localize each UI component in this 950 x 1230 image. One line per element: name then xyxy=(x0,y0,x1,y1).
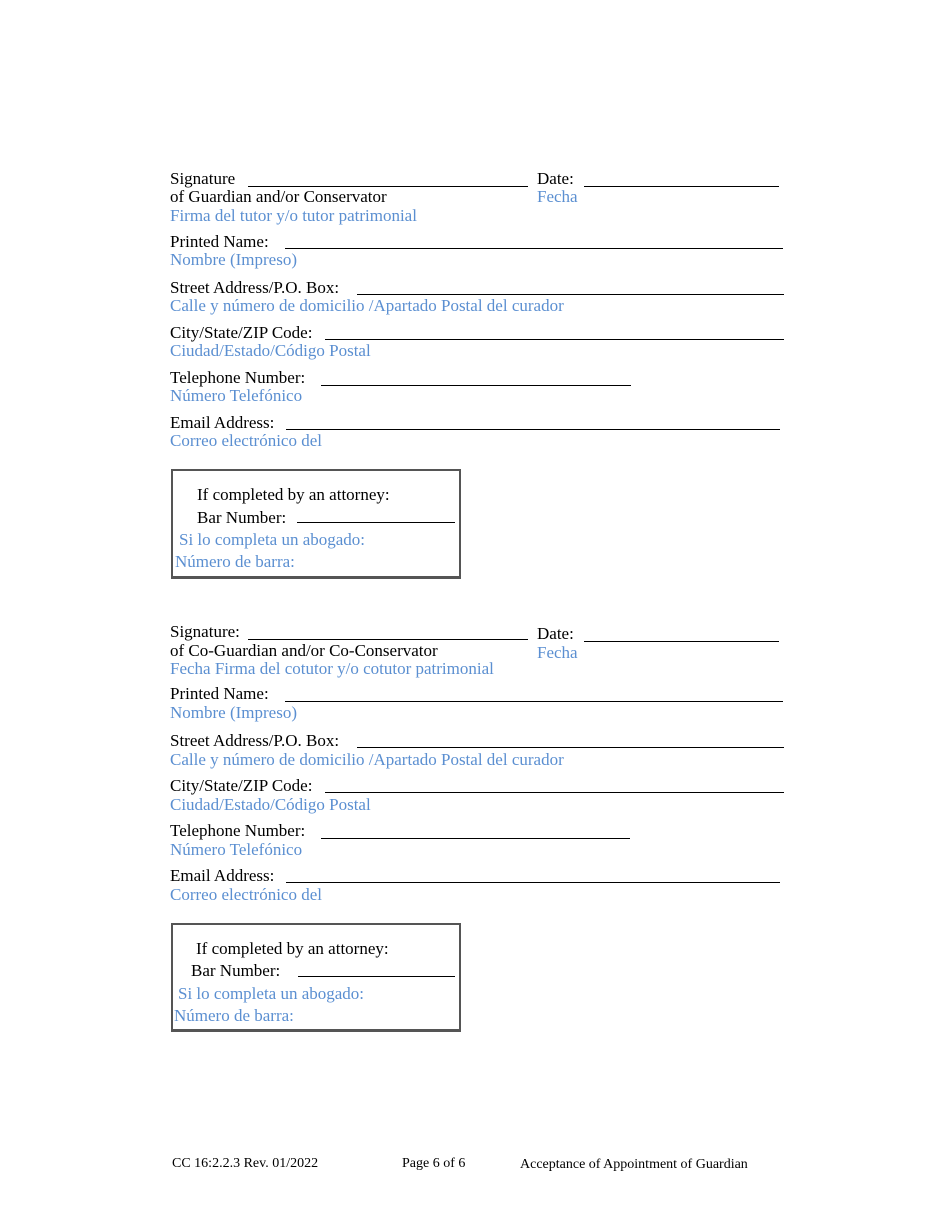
email-field[interactable] xyxy=(286,429,780,430)
bar-number-label-es: Número de barra: xyxy=(175,552,295,571)
co-signature-sub-label: of Co-Guardian and/or Co-Conservator xyxy=(170,641,438,660)
attorney-label-es: Si lo completa un abogado: xyxy=(179,530,366,549)
co-city-state-zip-label: City/State/ZIP Code: xyxy=(170,776,313,795)
telephone-label: Telephone Number: xyxy=(170,368,306,387)
date-label: Date: xyxy=(537,169,574,188)
co-attorney-box xyxy=(171,923,461,1032)
signature-label-es: Firma del tutor y/o tutor patrimonial xyxy=(170,206,417,225)
co-bar-number-field[interactable] xyxy=(298,976,455,977)
city-state-zip-field[interactable] xyxy=(325,339,784,340)
co-attorney-label: If completed by an attorney: xyxy=(196,939,389,958)
page-number: Page 6 of 6 xyxy=(402,1156,466,1171)
co-signature-field[interactable] xyxy=(248,639,528,640)
printed-name-label-es: Nombre (Impreso) xyxy=(170,250,297,269)
co-city-state-zip-field[interactable] xyxy=(325,792,784,793)
co-date-label: Date: xyxy=(537,624,574,643)
attorney-box xyxy=(171,469,461,579)
street-address-field[interactable] xyxy=(357,294,784,295)
bar-number-field[interactable] xyxy=(297,522,455,523)
co-printed-name-label: Printed Name: xyxy=(170,684,269,703)
city-state-zip-label: City/State/ZIP Code: xyxy=(170,323,313,342)
co-printed-name-field[interactable] xyxy=(285,701,783,702)
street-address-label: Street Address/P.O. Box: xyxy=(170,278,340,297)
co-telephone-label-es: Número Telefónico xyxy=(170,840,303,859)
co-bar-number-label-es: Número de barra: xyxy=(174,1006,294,1025)
co-signature-label-es: Fecha Firma del cotutor y/o cotutor patrimonial xyxy=(170,659,494,678)
co-street-address-label: Street Address/P.O. Box: xyxy=(170,731,340,750)
co-telephone-label: Telephone Number: xyxy=(170,821,306,840)
co-date-field[interactable] xyxy=(584,641,779,642)
co-printed-name-label-es: Nombre (Impreso) xyxy=(170,703,297,722)
co-attorney-label-es: Si lo completa un abogado: xyxy=(178,984,365,1003)
co-telephone-field[interactable] xyxy=(321,838,630,839)
form-id: CC 16:2.2.3 Rev. 01/2022 xyxy=(172,1156,319,1171)
email-label-es: Correo electrónico del xyxy=(170,431,322,450)
signature-label: Signature xyxy=(170,169,236,188)
printed-name-field[interactable] xyxy=(285,248,783,249)
date-label-es: Fecha xyxy=(537,187,578,206)
attorney-label: If completed by an attorney: xyxy=(197,485,390,504)
co-email-field[interactable] xyxy=(286,882,780,883)
bar-number-label: Bar Number: xyxy=(197,508,287,527)
form-title: Acceptance of Appointment of Guardian xyxy=(520,1157,748,1172)
co-bar-number-label: Bar Number: xyxy=(191,961,281,980)
email-label: Email Address: xyxy=(170,413,275,432)
signature-sub-label: of Guardian and/or Conservator xyxy=(170,187,387,206)
telephone-field[interactable] xyxy=(321,385,631,386)
city-state-zip-label-es: Ciudad/Estado/Código Postal xyxy=(170,341,371,360)
date-field[interactable] xyxy=(584,186,779,187)
printed-name-label: Printed Name: xyxy=(170,232,269,251)
co-signature-label: Signature: xyxy=(170,622,240,641)
co-street-address-label-es: Calle y número de domicilio /Apartado Postal del curador xyxy=(170,750,564,769)
co-date-label-es: Fecha xyxy=(537,643,578,662)
co-email-label: Email Address: xyxy=(170,866,275,885)
co-street-address-field[interactable] xyxy=(357,747,784,748)
co-email-label-es: Correo electrónico del xyxy=(170,885,322,904)
telephone-label-es: Número Telefónico xyxy=(170,386,303,405)
co-city-state-zip-label-es: Ciudad/Estado/Código Postal xyxy=(170,795,371,814)
street-address-label-es: Calle y número de domicilio /Apartado Postal del curador xyxy=(170,296,564,315)
